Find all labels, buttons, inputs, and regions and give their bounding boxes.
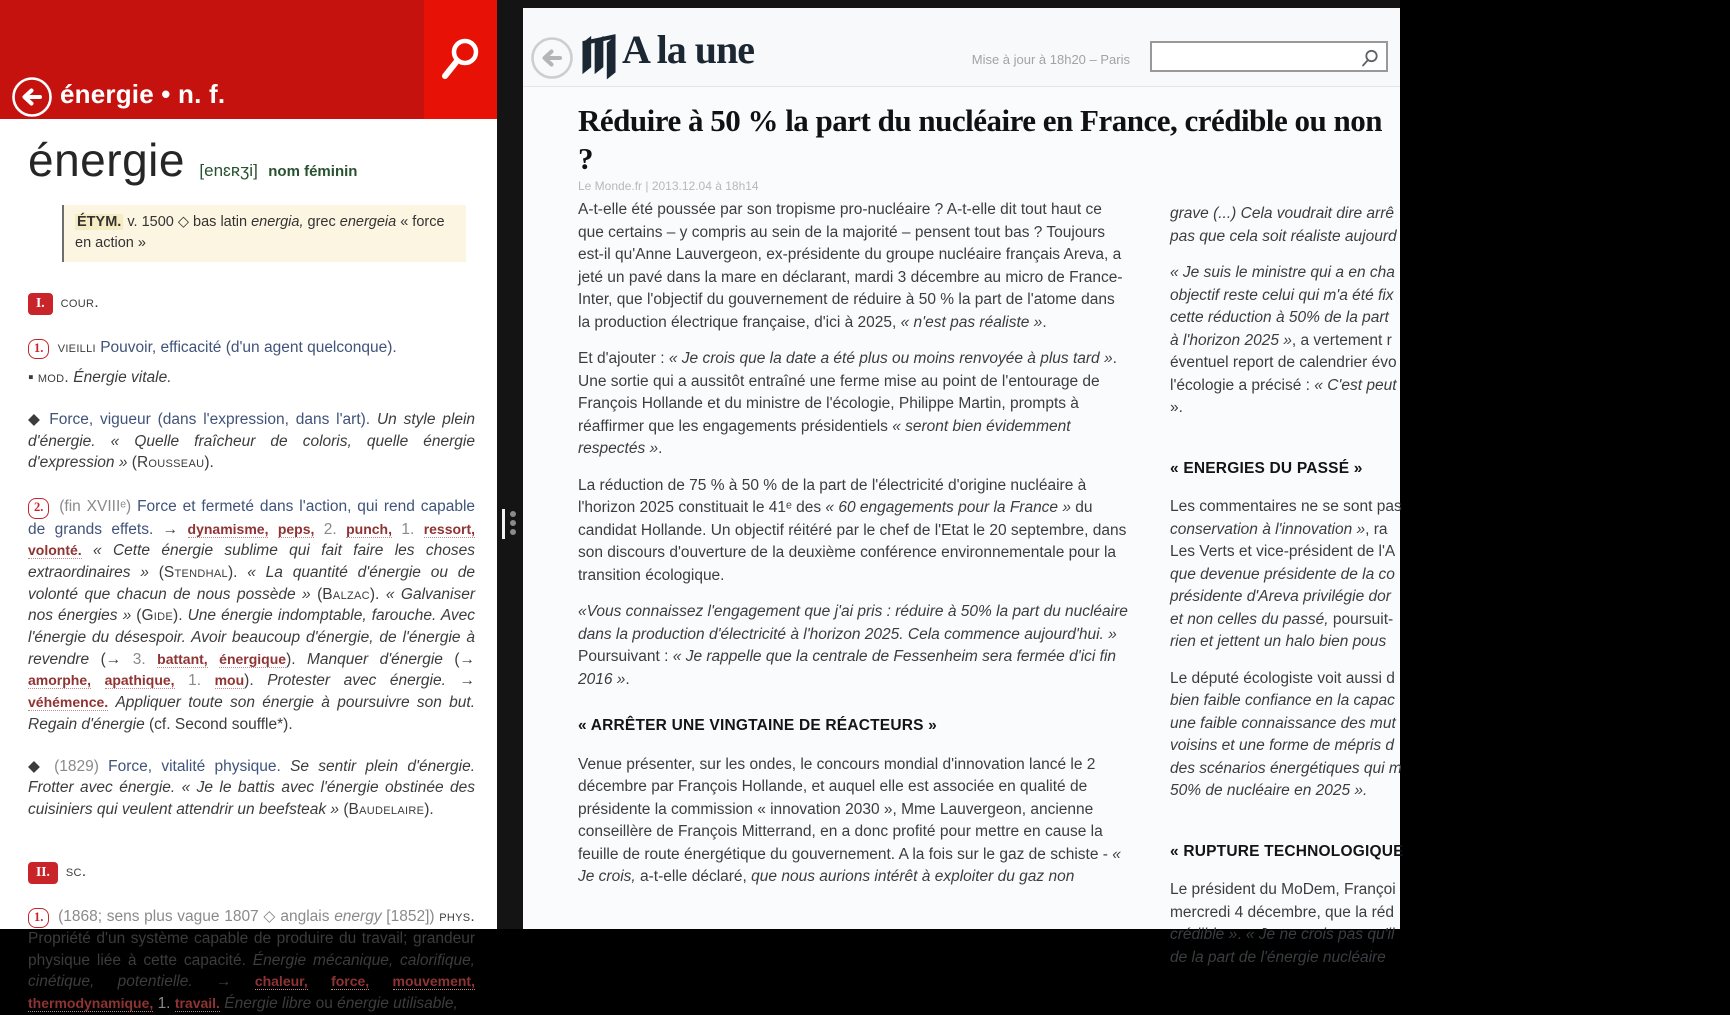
article-paragraph bbox=[1170, 262, 1730, 420]
clipped-text-line: Le député écologiste voit aussi d bbox=[1170, 669, 1395, 687]
clipped-text-line: pas que cela soit réaliste aujourd bbox=[1170, 227, 1397, 245]
clipped-text-line: de la part de l'énergie nucléaire bbox=[1170, 948, 1386, 966]
etymology-label: ÉTYM. bbox=[77, 214, 122, 230]
news-search-box bbox=[1150, 41, 1388, 72]
search-icon bbox=[437, 35, 485, 85]
news-search-input[interactable] bbox=[1158, 44, 1353, 69]
paragraph-gap bbox=[1170, 803, 1730, 817]
cross-reference-link[interactable]: dynamisme, bbox=[187, 520, 269, 537]
arrow-left-circle-icon bbox=[530, 36, 574, 80]
cross-reference-link[interactable]: travail. bbox=[174, 995, 220, 1012]
clipped-text-line: mercredi 4 décembre, que la réd bbox=[1170, 903, 1395, 921]
article-byline: Le Monde.fr | 2013.12.04 à 18h14 bbox=[578, 179, 759, 193]
clipped-text-line: 50% de nucléaire en 2025 ». bbox=[1170, 782, 1368, 799]
clipped-text-line: grave (...) Cela voudrait dire arrê bbox=[1170, 205, 1394, 222]
clipped-text-line: bien faible confiance en la capac bbox=[1170, 692, 1395, 709]
article-paragraph bbox=[1170, 496, 1730, 654]
sense-group-heading: II. sc. bbox=[28, 861, 475, 884]
news-pane bbox=[523, 0, 1404, 966]
search-icon[interactable] bbox=[1360, 48, 1380, 73]
update-status: Mise à jour à 18h20 – Paris bbox=[971, 52, 1130, 67]
clipped-text-line: Les commentaires ne se sont pas bbox=[1170, 498, 1402, 515]
clipped-text-line: des scénarios énergétiques qui m bbox=[1170, 759, 1402, 777]
article-title: Réduire à 50 % la part du nucléaire en France, crédible ou non ? bbox=[578, 103, 1382, 176]
divider-grip-dots-icon bbox=[510, 511, 516, 535]
cross-reference-link[interactable]: véhémence. bbox=[28, 694, 109, 711]
pronunciation: [enɛʀʒi] bbox=[199, 161, 258, 180]
definition-paragraph: ▪ mod. Énergie vitale. bbox=[28, 369, 172, 387]
article-paragraph bbox=[1170, 203, 1730, 248]
dictionary-content bbox=[0, 119, 497, 1015]
cross-reference-link[interactable]: punch, bbox=[346, 520, 392, 537]
clipped-text-line: une faible connaissance des mut bbox=[1170, 714, 1396, 732]
cross-reference-link[interactable]: énergique bbox=[219, 650, 287, 667]
clipped-text-line: ». bbox=[1170, 399, 1183, 416]
article-column-2 bbox=[1170, 203, 1730, 983]
section-title: A la une bbox=[622, 27, 755, 72]
article-paragraph bbox=[1170, 668, 1730, 803]
dictionary-header-title: énergie • n. f. bbox=[60, 79, 226, 109]
headword-row bbox=[28, 133, 475, 187]
article-paragraph: La réduction de 75 % à 50 % de la part de l'électricité d'origine nucléaire à l'horizon 2025 constituait le 41ᵉ des « 60 engagements pour la France » du candidat Hollande. Un objectif réitéré par le chef de l'Etat le 20 septembre, dans son discours d'ouverture de la deuxième conférence environnementale pour la transition écologique. bbox=[578, 476, 1127, 584]
definition-paragraph: ◆ (1829) Force, vitalité physique. Se sentir plein d'énergie. Frotter avec énergie. « Je le battis avec l'énergie obstinée des cuisiniers qui veulent attendrir un beefsteak » (Baudelaire). bbox=[28, 757, 476, 818]
clipped-text-line: présidente d'Areva privilégie dor bbox=[1170, 588, 1391, 605]
headword: énergie bbox=[28, 134, 185, 186]
article-paragraph: A-t-elle été poussée par son tropisme pro-nucléaire ? A-t-elle dit tout haut ce que certains – y compris au sein de la majorité – pensent tout bas ? Toujours est-il qu'Anne Lauvergeon, ex-présidente du groupe nucléaire français Areva, a jeté un pavé dans la mare en déclarant, mardi 3 décembre au micro de France-Inter, que l'objectif du gouvernement de réduire à 50 % la part de l'atome dans la production électrique française, d'ici à 2025, « n'est pas réaliste ». bbox=[578, 201, 1123, 331]
snap-divider-handle[interactable] bbox=[501, 506, 519, 546]
clipped-text-line: l'écologie a précisé : « C'est peut bbox=[1170, 376, 1397, 394]
news-top-strip bbox=[523, 0, 1400, 8]
cross-reference-link[interactable]: amorphe, bbox=[28, 672, 92, 689]
sense-definition: 2. (fin XVIIIᵉ) Force et fermeté dans l'action, qui rend capable de grands effets. → dynamisme, peps, 2. punch, 1. ressort, volonté. « Cette énergie sublime qui fait faire les choses extraordinaires » (Stendhal). « La quantité d'énergie ou de volonté que chacun de nous possède » (Balzac). « Galvaniser nos énergies » (Gide). Une énergie indomptable, farouche. Avec l'énergie du désespoir. Avoir beaucoup d'énergie, de l'énergie à revendre (→ 3. battant, énergique). Manquer d'énergie (→ amorphe, apathique, 1. mou). Protester avec énergie. → véhémence. Appliquer toute son énergie à poursuivre son but. Regain d'énergie (cf. Second souffle*). bbox=[28, 498, 476, 733]
news-header bbox=[523, 8, 1400, 87]
arrow-left-circle-icon bbox=[11, 76, 53, 118]
paragraph-gap bbox=[1170, 420, 1730, 434]
article-area bbox=[523, 87, 1404, 966]
back-button[interactable] bbox=[11, 76, 53, 118]
article-column-1 bbox=[578, 199, 1130, 903]
sense-number-badge: 1. bbox=[28, 908, 49, 929]
cross-reference-link[interactable]: ressort, bbox=[423, 520, 476, 537]
cross-reference-link[interactable]: chaleur, bbox=[254, 973, 308, 990]
back-button[interactable] bbox=[530, 36, 574, 80]
article-paragraph: Et d'ajouter : « Je crois que la date a été plus ou moins renvoyée à plus tard ». Une sortie qui a aussitôt entraîné une ferme mise au point de l'entourage de François Hollande et du ministre de l'écologie, Philippe Martin, prompts à réaffirmer que les engagements présidentiels « seront bien évidemment respectés ». bbox=[578, 350, 1117, 457]
dictionary-pane bbox=[0, 0, 497, 1013]
clipped-text-line: objectif reste celui qui m'a été fix bbox=[1170, 286, 1394, 304]
clipped-text-line: crédible ». « Je ne crois pas qu'il bbox=[1170, 926, 1395, 943]
clipped-text-line: Le président du MoDem, Françoi bbox=[1170, 881, 1396, 898]
clipped-text-line: « RUPTURE TECHNOLOGIQUE bbox=[1170, 842, 1404, 860]
clipped-text-line: éventuel report de calendrier évo bbox=[1170, 354, 1397, 371]
cross-reference-link[interactable]: thermodynamique, bbox=[28, 995, 154, 1012]
dictionary-header bbox=[0, 0, 497, 119]
divider-grip-line bbox=[502, 509, 505, 539]
etymology-box bbox=[62, 205, 466, 262]
cross-reference-link[interactable]: volonté. bbox=[28, 542, 82, 559]
sense-number-badge: 2. bbox=[28, 498, 49, 519]
paragraph-gap bbox=[1170, 969, 1730, 983]
clipped-text-line: que devenue présidente de la co bbox=[1170, 565, 1395, 583]
article-subhead: « ARRÊTER UNE VINGTAINE DE RÉACTEURS » bbox=[578, 717, 937, 734]
sense-definition: 1. (1868; sens plus vague 1807 ◇ anglais energy [1852]) phys. Propriété d'un système capable de produire du travail; grandeur physique liée à cette capacité. Énergie mécanique, calorifique, cinétique, potentielle. → chaleur, force, mouvement, thermodynamique, 1. travail. Énergie libre ou énergie utilisable, bbox=[28, 907, 476, 1013]
cross-reference-link[interactable]: mouvement, bbox=[392, 973, 475, 990]
dictionary-body bbox=[28, 292, 475, 1015]
dictionary-search-button[interactable] bbox=[424, 0, 497, 119]
cross-reference-link[interactable]: peps, bbox=[277, 520, 315, 537]
article-subhead bbox=[1170, 841, 1730, 864]
article-paragraph: Venue présenter, sur les ondes, le concours mondial d'innovation lancé le 2 décembre par François Hollande, et auquel elle est associée en qualité de présidente la commission « innovation 2030 », Mme Lauvergeon, ancienne conseillère de François Mitterrand, en a donc profité pour mettre en cause la feuille de route énergétique du gouvernement. A la fois sur le gaz de schiste - « Je crois, a-t-elle déclaré, que nous aurions intérêt à exploiter du gaz non bbox=[578, 755, 1121, 885]
sense-number-badge: 1. bbox=[28, 339, 49, 360]
clipped-text-line: voisins et une forme de mépris d bbox=[1170, 737, 1394, 754]
cross-reference-link[interactable]: mou bbox=[214, 672, 245, 689]
article-paragraph bbox=[1170, 879, 1730, 969]
roman-numeral-badge: I. bbox=[28, 293, 53, 315]
clipped-text-line: « ENERGIES DU PASSÉ » bbox=[1170, 459, 1363, 477]
article-subhead bbox=[1170, 458, 1730, 481]
paragraph-gap bbox=[1170, 654, 1730, 668]
clipped-text-line: rien et jettent un halo bien pous bbox=[1170, 633, 1387, 650]
snap-divider bbox=[497, 0, 523, 929]
sense-group-heading: I. cour. bbox=[28, 292, 475, 315]
paragraph-gap bbox=[1170, 248, 1730, 262]
clipped-text-line: à l'horizon 2025 », a vertement r bbox=[1170, 331, 1392, 349]
part-of-speech: nom féminin bbox=[268, 163, 358, 180]
cross-reference-link[interactable]: apathique, bbox=[104, 672, 175, 689]
cross-reference-link[interactable]: force, bbox=[331, 973, 370, 990]
definition-paragraph: ◆ Force, vigueur (dans l'expression, dans l'art). Un style plein d'énergie. « Quelle fraîcheur de coloris, quelle énergie d'expression » (Rousseau). bbox=[28, 411, 476, 472]
lemonde-logo-icon bbox=[579, 30, 619, 85]
article-paragraph: «Vous connaissez l'engagement que j'ai pris : réduire à 50% la part du nucléaire dans la production d'électricité à l'horizon 2025. Cela commence aujourd'hui. » Poursuivant : « Je rappelle que la centrale de Fessenheim sera fermée d'ici fin 2016 ». bbox=[578, 603, 1128, 688]
etymology-text: v. 1500 ◇ bas latin energia, grec energeia « force en action » bbox=[75, 214, 445, 252]
roman-numeral-badge: II. bbox=[28, 862, 58, 884]
clipped-text-line: Les Verts et vice-président de l'A bbox=[1170, 543, 1396, 560]
clipped-text-line: conservation à l'innovation », ra bbox=[1170, 520, 1388, 538]
clipped-text-line: et non celles du passé, poursuit- bbox=[1170, 610, 1394, 628]
cross-reference-link[interactable]: battant, bbox=[157, 650, 208, 667]
sense-definition: 1. vieilli Pouvoir, efficacité (d'un agent quelconque). bbox=[28, 337, 475, 360]
clipped-text-line: cette réduction à 50% de la part bbox=[1170, 309, 1389, 326]
clipped-text-line: « Je suis le ministre qui a en cha bbox=[1170, 264, 1395, 281]
